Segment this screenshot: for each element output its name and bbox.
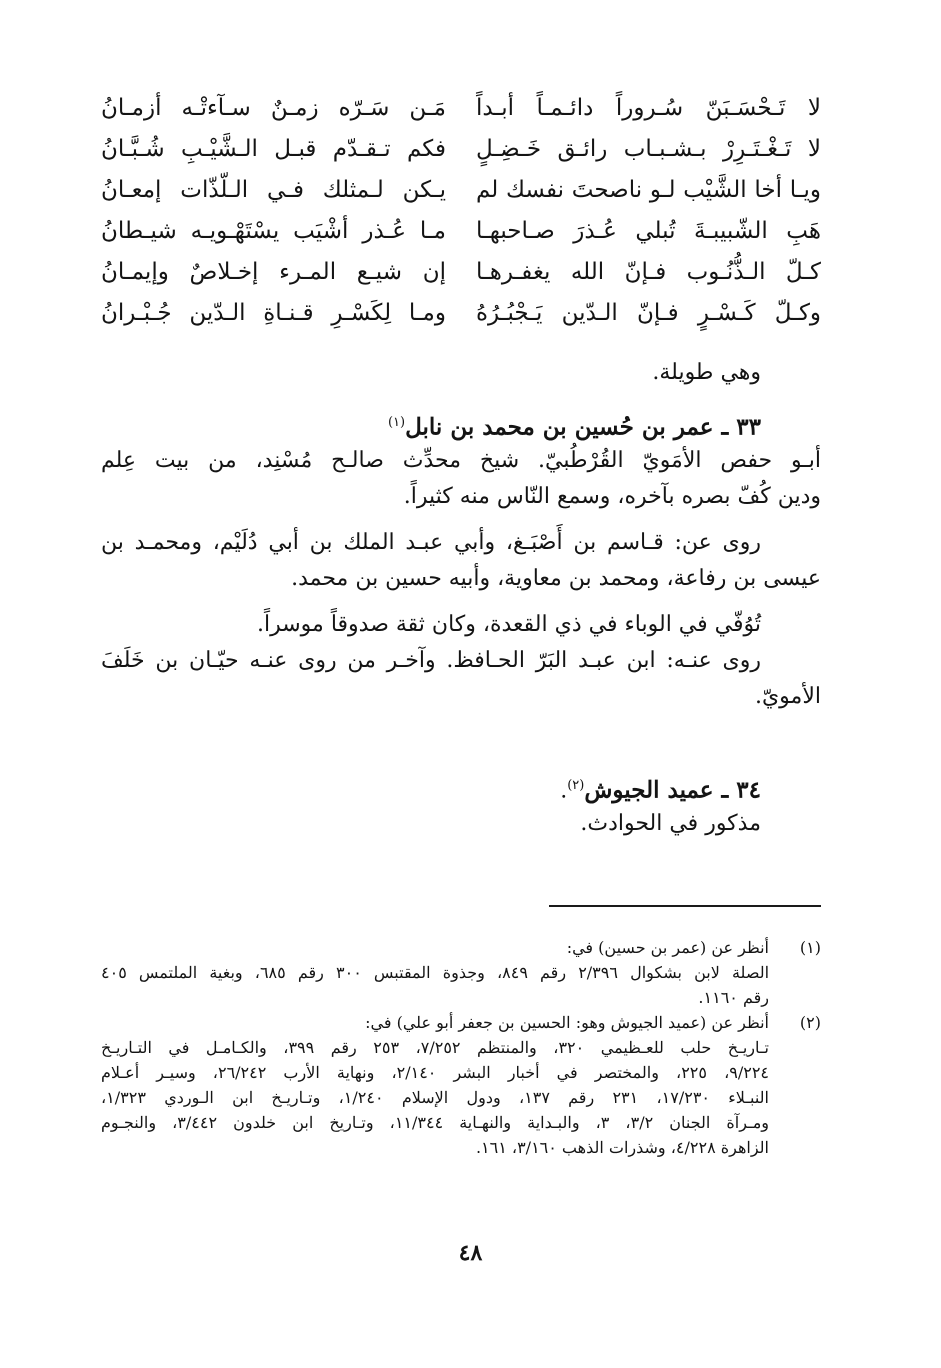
page-number: ٤٨: [458, 1240, 483, 1266]
poem-verse: [101, 252, 821, 293]
footnote-line: النبـلاء ١٧/٢٣٠، ٢٣١ رقم ١٣٧، ودول الإسلام ١/٢٤٠، وتـاريـخ ابن الـوردي ١/٣٢٣،: [101, 1088, 770, 1107]
verse-second-hemistich: يـكن لـمثلك فـي الـلّذّات إمعـانُ: [101, 177, 446, 203]
poem-verse: [101, 88, 821, 129]
poem-remark-text: وهي طويلة.: [652, 360, 761, 385]
verse-second-hemistich: إن شيـع المـرء إخـلاصٌ وإيمـانُ: [101, 259, 446, 285]
verse-second-hemistich: ومـا لِكَسْـرِ قـنـاةِ الـدّين جُـبْـرانُ: [101, 300, 446, 326]
footnote-line: أنظر عن (عميد الجيوش وهو: الحسين بن جعفر أبو علي) في:: [365, 1013, 769, 1032]
footnote-number: (٢): [799, 1013, 821, 1032]
verse-first-hemistich: لا تَـغْـتَـرِرْ بـشـبـاب رائـق خَـضِـلٍ: [476, 136, 821, 162]
footnote-line: الصلة لابن بشكوال ٢/٣٩٦ رقم ٨٤٩، وجذوة المقتبس ٣٠٠ رقم ٦٨٥، وبغية الملتمس ٤٠٥: [101, 963, 770, 982]
footnote-line: تـاريـخ حلب للعـظيمي ٣٢٠، والمنتظم ٧/٢٥٢، ٢٥٣ رقم ٣٩٩، والكـامـل في التـاريـخ: [101, 1038, 770, 1057]
footnote-1: [101, 935, 821, 1010]
entry-33: [101, 405, 821, 715]
entry-33-narrated-from-line: عيسى بن رفاعة، ومحمد بن معاوية، وأبيه حسين بن محمد.: [291, 566, 821, 591]
footnote-line: رقم ١١٦٠.: [698, 988, 769, 1007]
entry-33-title: ٣٣ ـ عمر بن حُسين بن محمد بن نابل: [405, 413, 761, 441]
footnote-2: [101, 1010, 821, 1160]
verse-second-hemistich: فكم تـقـدّم قبـل الـشَّيْـبِ شُـبَّـانُ: [101, 136, 446, 162]
entry-33-narrated-from-line: روى عن: قـاسم بن أَصْبَـغ، وأبي عبـد الملك بن أبي دُلَيْم، ومحمـد بن: [101, 530, 761, 555]
verse-second-hemistich: مـا عُـذر أشْيَب يسْتَهْـويـه شيـطانُ: [101, 218, 446, 244]
entry-33-narrated-by-line: الأمويّ.: [754, 684, 821, 709]
entry-34-title: ٣٤ ـ عميد الجيوش: [584, 776, 761, 804]
footnote-line: أنظر عن (عمر بن حسين) في:: [566, 938, 769, 957]
poem: [101, 88, 821, 338]
footnote-line: ٩/٢٢٤، ٢٢٥، والمختصر في أخبار البشر ٢/١٤٠، ونهاية الأرب ٢٦/٢٤٢، وسيـر أعـلام: [101, 1063, 769, 1082]
verse-second-hemistich: مَـن سَـرّه زمـنٌ سـآءتْـه أزمـانُ: [101, 95, 446, 121]
footnote-line: الزاهرة ٤/٢٢٨، وشذرات الذهب ٣/١٦٠، ١٦١.: [475, 1138, 769, 1157]
entry-33-narrated-by-line: روى عنـه: ابن عبـد البَرّ الحـافظ. وآخـر من روى عنـه حيّـان بن خَلَفَ: [101, 648, 761, 673]
footnote-divider: [549, 905, 821, 907]
verse-first-hemistich: وكـلّ كَـسْـرٍ فـإنّ الـدّين يَـجْبُـرُهُ: [476, 300, 821, 326]
entry-33-heading: [101, 405, 821, 443]
entry-34-heading: [101, 768, 821, 806]
verse-first-hemistich: كـلّ الـذُّنُـوب فـإنّ الله يغفـرهـا: [476, 259, 821, 285]
footnote-number: (١): [799, 938, 821, 957]
entry-34: [101, 768, 821, 842]
footnote-ref-1: (١): [387, 415, 406, 430]
verse-first-hemistich: ويـا أخا الشَّيْب لـو ناصحتَ نفسك لم: [476, 177, 821, 203]
poem-verse: [101, 129, 821, 170]
poem-verse: [101, 211, 821, 252]
poem-verse: [101, 170, 821, 211]
poem-remark: [101, 355, 821, 391]
footnote-line: ومـرآة الجنان ٣/٢، ٣، والبـداية والنهـاية ١١/٣٤٤، وتـاريخ ابن خلدون ٣/٤٤٢، والنجـوم: [101, 1113, 770, 1132]
footnotes: [101, 935, 821, 1160]
verse-first-hemistich: لا تَـحْسَـبَنّ سُـروراً دائـمـاً أبـداً: [476, 95, 821, 121]
footnote-ref-2: (٢): [567, 778, 585, 793]
poem-verse: [101, 293, 821, 334]
entry-33-description-line: ودين كُفّ بصره بآخره، وسمع النّاس منه كثيراً.: [403, 484, 821, 509]
verse-first-hemistich: هَبِ الشّبيبـةَ تُبلي عُـذرَ صـاحبهـا: [476, 218, 821, 244]
entry-34-heading-period: .: [560, 778, 568, 804]
entry-34-description: مذكور في الحوادث.: [580, 811, 761, 836]
entry-33-description-line: أبـو حفص الأمَويّ القُرْطُبيّ. شيخ محدِّث صالـح مُسْنِد، من بيت عِلم: [101, 448, 821, 473]
entry-33-death: تُوُفّي في الوباء في ذي القعدة، وكان ثقة صدوقاً موسراً.: [257, 612, 761, 637]
